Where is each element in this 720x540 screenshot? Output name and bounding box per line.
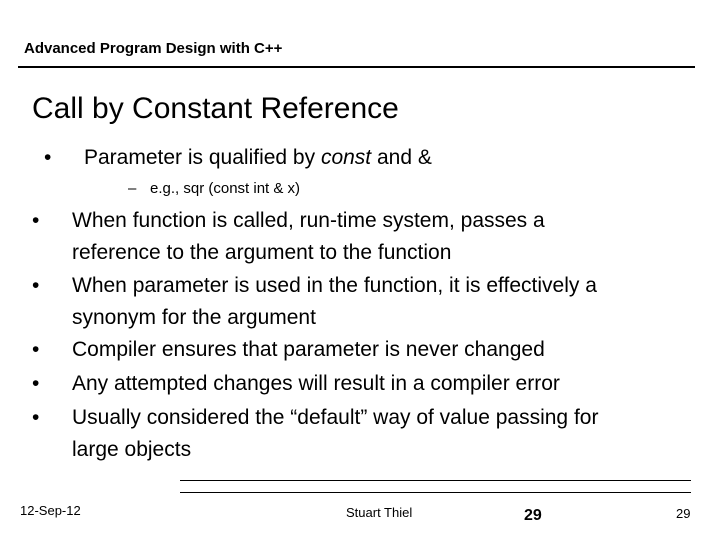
footer-divider-top [180,480,691,481]
bullet-dot-icon: • [32,338,40,361]
bullet-item [32,205,712,269]
bullet-dot-icon: • [44,146,52,169]
bullet-text-line: large objects [72,438,192,461]
bullet-dot-icon: • [32,372,40,395]
bullet-text-suffix: and & [371,146,432,169]
course-title: Advanced Program Design with C++ [24,40,283,57]
bullet-text-line: reference to the argument to the function [72,241,452,264]
bullet-item [32,368,712,400]
bullet-item [32,334,712,366]
footer-date: 12-Sep-12 [20,503,81,518]
bullet-keyword: const [320,146,372,169]
bullet-text-line: When function is called, run-time system, passes a [72,209,545,232]
bullet-text [84,142,704,174]
bullet-item [44,142,704,174]
bullet-dot-icon: • [32,406,40,429]
header-divider [18,66,695,68]
bullet-dot-icon: • [32,274,40,297]
footer-author: Stuart Thiel [346,505,413,520]
slide-title: Call by Constant Reference [32,92,399,125]
footer-page-number: 29 [676,506,691,521]
bullet-text-line: Usually considered the “default” way of value passing for [72,406,599,429]
bullet-text-line: Compiler ensures that parameter is never changed [72,338,545,361]
bullet-item [32,402,712,466]
bullet-item [32,270,712,334]
footer-divider-bottom [180,492,691,493]
bullet-text-prefix: Parameter is qualified by [84,146,321,169]
sub-bullet-item [128,180,528,200]
sub-bullet-dash: – [128,180,137,197]
footer-slide-number: 29 [524,507,542,524]
bullet-text-line: Any attempted changes will result in a compiler error [72,372,560,395]
sub-bullet-text: e.g., sqr (const int & x) [150,180,301,197]
bullet-text-line: synonym for the argument [72,306,316,329]
bullet-dot-icon: • [32,209,40,232]
bullet-text-line: When parameter is used in the function, it is effectively a [72,274,597,297]
